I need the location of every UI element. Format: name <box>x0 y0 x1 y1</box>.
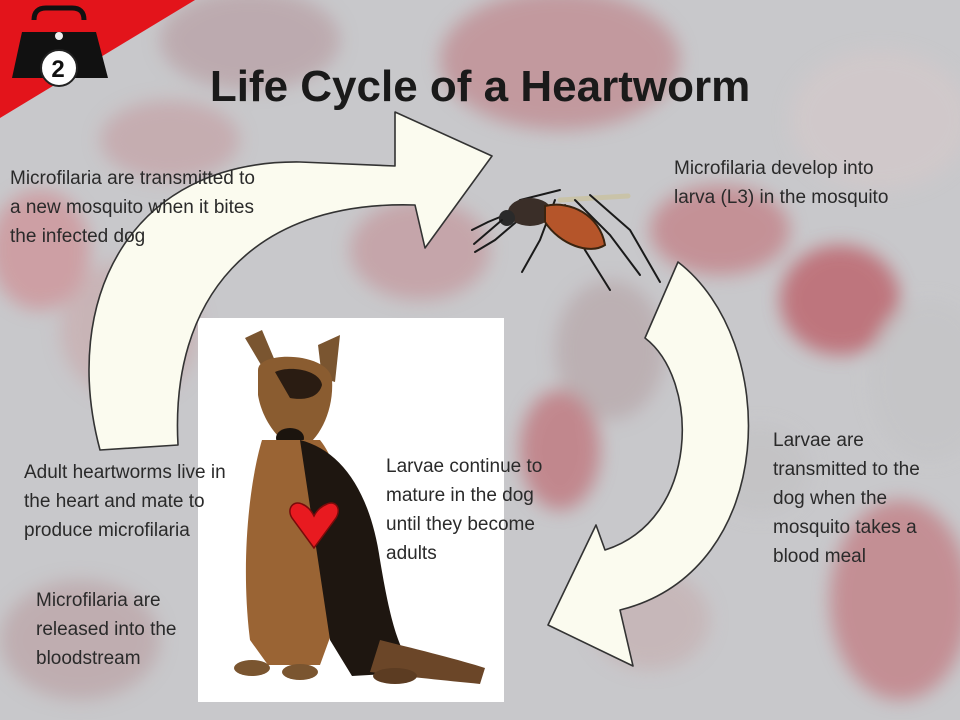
mosquito-icon <box>472 190 660 290</box>
step-larvae-to-dog: Larvae are transmitted to the dog when the mosquito takes a blood meal <box>773 430 920 567</box>
slide-title: Life Cycle of a Heartworm <box>209 62 751 111</box>
step-released-bloodstream: Microfilaria are released into the bloodstream <box>36 590 177 669</box>
slide-number-badge: 2 <box>51 56 65 83</box>
step-adult-heartworms: Adult heartworms live in the heart and mate to produce microfilaria <box>24 462 226 541</box>
arrow-mosquito-to-dog <box>548 262 748 666</box>
step-develop-larva: Microfilaria develop into larva (L3) in the mosquito <box>674 158 889 208</box>
step-transmit-to-mosquito: Microfilaria are transmitted to a new mosquito when it bites the infected dog <box>10 168 255 247</box>
step-larvae-mature: Larvae continue to mature in the dog until they become adults <box>386 456 543 564</box>
